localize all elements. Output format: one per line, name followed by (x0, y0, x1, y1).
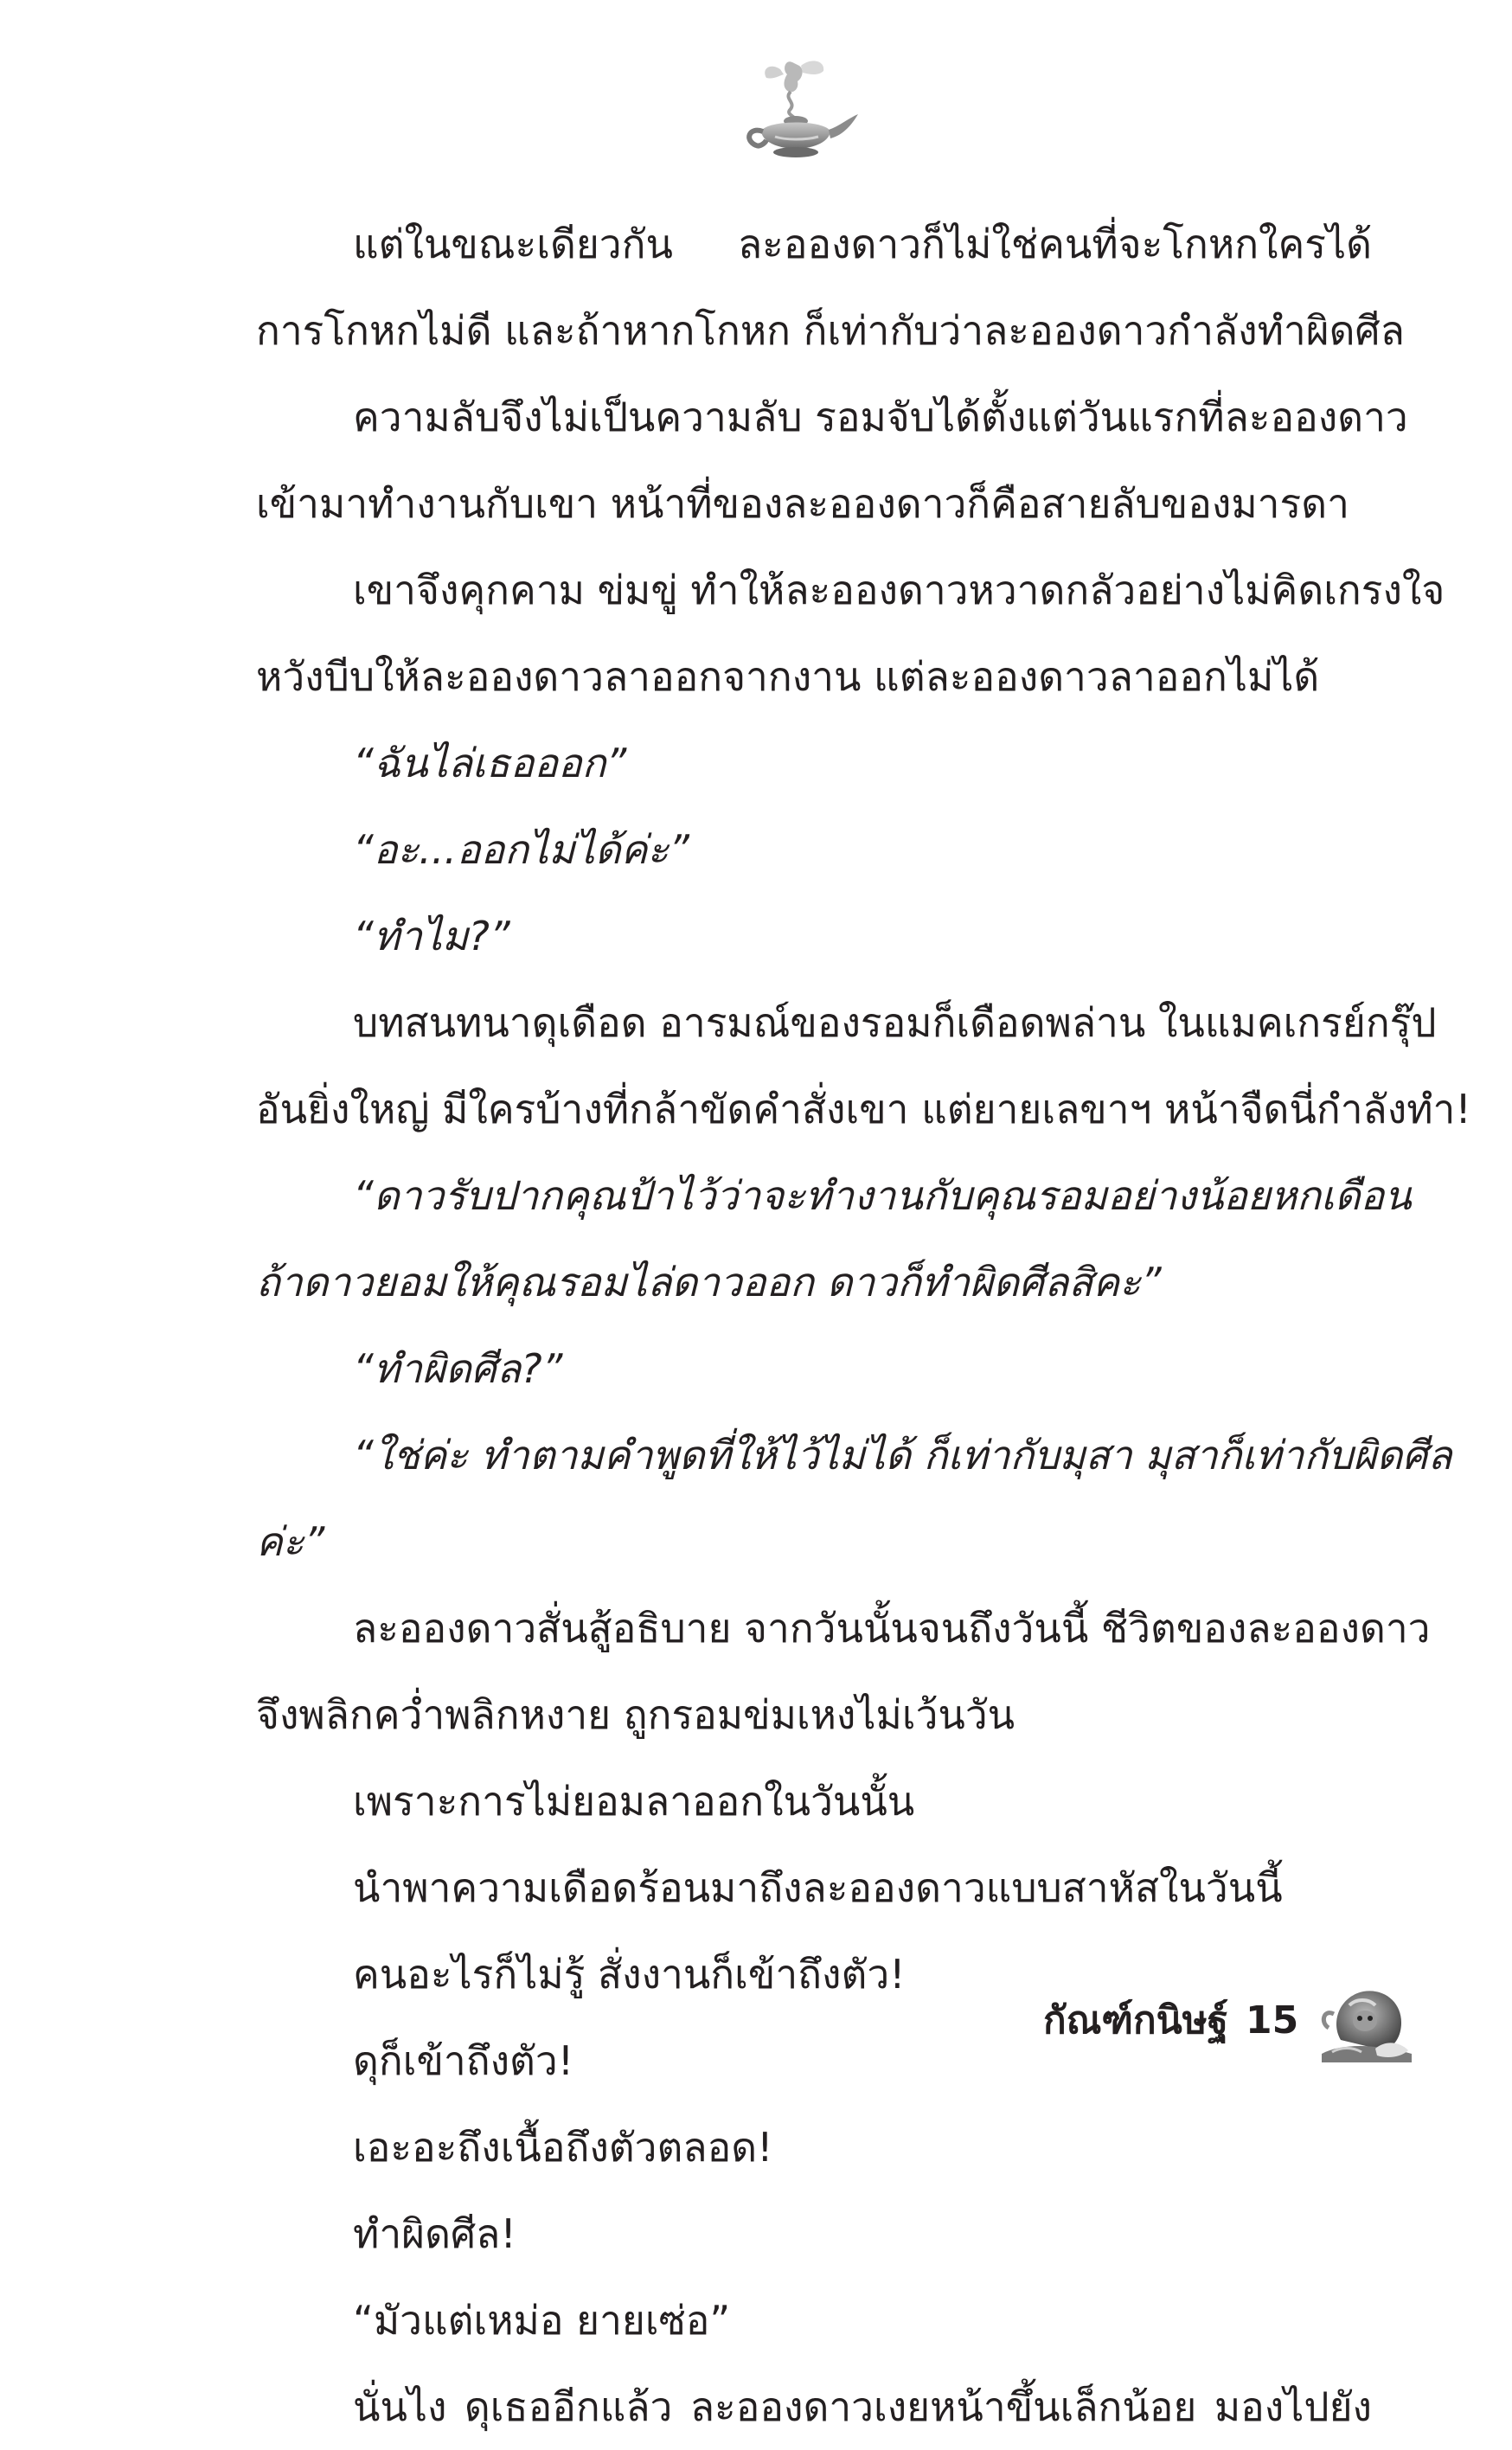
lion-bust-ornament-icon (1315, 1979, 1419, 2066)
text-line: ดุก็เข้าถึงตัว! (353, 2037, 574, 2084)
text-line: ทำผิดศีล! (353, 2210, 516, 2257)
dialogue-line: ถ้าดาวยอมให้คุณรอมไล่ดาวออก ดาวก็ทำผิดศีลสิคะ” (256, 1259, 1162, 1305)
text-line: เอะอะถึงเนื้อถึงตัวตลอด! (353, 2124, 773, 2171)
dialogue-line: ค่ะ” (256, 1518, 325, 1565)
text-line: เข้ามาทำงานกับเขา หน้าที่ของละอองดาวก็คือสายลับของมารดา (256, 480, 1349, 527)
text-line: นั่นไง ดุเธออีกแล้ว ละอองดาวเงยหน้าขึ้นเล็กน้อย มองไปยัง (353, 2383, 1372, 2430)
page-footer (951, 1979, 1436, 2075)
text-line: อันยิ่งใหญ่ มีใครบ้างที่กล้าขัดคำสั่งเขา แต่ยายเลขาฯ หน้าจืดนี่กำลังทำ! (256, 1086, 1471, 1132)
page-number: 15 (1246, 1998, 1299, 2043)
body-text (256, 201, 1471, 2450)
text-line: จึงพลิกคว่ำพลิกหงาย ถูกรอมข่มเหงไม่เว้นวัน (256, 1691, 1015, 1738)
dialogue-line: “ฉันไล่เธอออก” (353, 740, 627, 786)
text-line: แต่ในขณะเดียวกัน ละอองดาวก็ไม่ใช่คนที่จะโกหกใครได้ (353, 221, 1372, 267)
dialogue-line: “ทำไม?” (353, 913, 510, 959)
text-line: ความลับจึงไม่เป็นความลับ รอมจับได้ตั้งแต่วันแรกที่ละอองดาว (353, 394, 1408, 440)
dialogue-line: “อะ...ออกไม่ได้ค่ะ” (353, 826, 689, 873)
text-line: ละอองดาวสั่นสู้อธิบาย จากวันนั้นจนถึงวันนี้ ชีวิตของละอองดาว (353, 1605, 1431, 1652)
text-line: หวังบีบให้ละอองดาวลาออกจากงาน แต่ละอองดาวลาออกไม่ได้ (256, 653, 1320, 700)
dialogue-line: “ทำผิดศีล?” (353, 1345, 563, 1392)
book-title: กัณฑ์กนิษฐ์ (1043, 1998, 1228, 2043)
text-line: เพราะการไม่ยอมลาออกในวันนั้น (353, 1778, 915, 1825)
dialogue-line: “ดาวรับปากคุณป้าไว้ว่าจะทำงานกับคุณรอมอย่างน้อยหกเดือน (353, 1172, 1412, 1219)
text-line: บทสนทนาดุเดือด อารมณ์ของรอมก็เดือดพล่าน ในแมคเกรย์กรุ๊ป (353, 999, 1437, 1046)
text-line: การโกหกไม่ดี และถ้าหากโกหก ก็เท่ากับว่าละอองดาวกำลังทำผิดศีล (256, 307, 1405, 354)
dialogue-line: “ใช่ค่ะ ทำตามคำพูดที่ให้ไว้ไม่ได้ ก็เท่ากับมุสา มุสาก็เท่ากับผิดศีล (353, 1432, 1452, 1478)
text-line: นำพาความเดือดร้อนมาถึงละอองดาวแบบสาหัสในวันนี้ (353, 1864, 1283, 1911)
magic-lamp-fairy-icon (732, 54, 862, 159)
text-line: “มัวแต่เหม่อ ยายเซ่อ” (353, 2297, 731, 2344)
text-line: คนอะไรก็ไม่รู้ สั่งงานก็เข้าถึงตัว! (353, 1951, 906, 1998)
text-line: เขาจึงคุกคาม ข่มขู่ ทำให้ละอองดาวหวาดกลัวอย่างไม่คิดเกรงใจ (353, 567, 1445, 613)
